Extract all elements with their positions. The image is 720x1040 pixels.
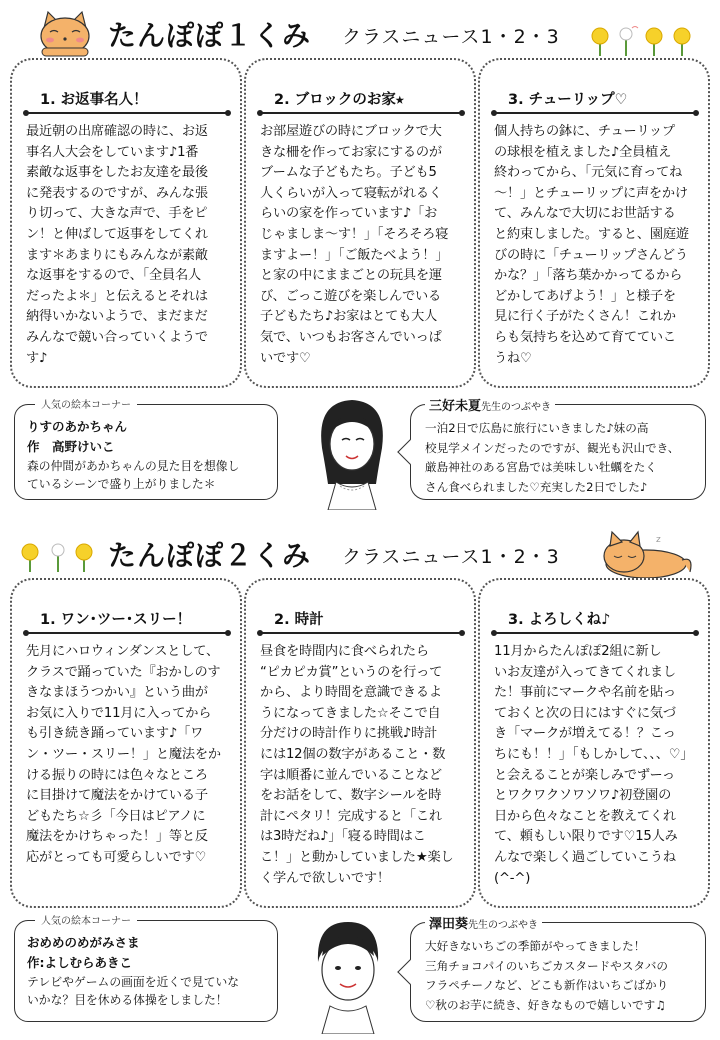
class1-article-1 (10, 58, 242, 388)
article-heading: 3. チューリップ♡ (494, 88, 696, 114)
book-corner-label: 人気の絵本コーナー (35, 912, 137, 927)
class1-article-2 (244, 58, 476, 388)
class1-teacher-bubble (410, 399, 706, 500)
class1-title: たんぽぽ１くみ (108, 19, 312, 52)
class2-article-2 (244, 578, 476, 908)
class1-article-3 (478, 58, 710, 388)
dandelion-icon (18, 540, 98, 574)
class2-subtitle: クラスニュース1・2・3 (342, 546, 560, 568)
article-body: お部屋遊びの時にブロックで大 きな柵を作ってお家にするのが ブームな子どもたち。子ども5 人くらいが入って寝転がれるく らいの家を作っています♪「お じゃましま～す！」「そろそろ寝 ますよー！」「ご飯たべよう！」 と家の中にままごとの玩具を運 び、ごっこ遊びを楽しんでいる 子どもたち♪お家はとても大人 気で、いつもお客さんでいっぱ いです♡ (260, 124, 449, 366)
book-author: 作 高野けいこ (27, 439, 115, 454)
article-heading: 2. ブロックのお家⭑ (260, 88, 462, 114)
class1-header (0, 8, 720, 58)
class2-article-3 (478, 578, 710, 908)
article-body: 最近朝の出席確認の時に、お返 事名人大会をしています♪1番 素敵な返事をしたお友達を最後 に発表するのですが、みんな張 り切って、大きな声で、手をピ ン！と伸ばして返事をしてくれ ます＊あまりにもみんなが素敵 な返事をするので、「全員名人 だったよ＊」と伝えるとそれは 納得いかないようで、まだまだ みんなで競い合っていくようで す♪ (26, 124, 208, 366)
sleeping-cat-icon (596, 530, 696, 580)
article-heading: 3. よろしくね♪ (494, 608, 696, 634)
class2-title: たんぽぽ２くみ (108, 539, 312, 572)
article-body: 個人持ちの鉢に、チューリップ の球根を植えました♪全員植え 終わってから、「元気に育ってね ～！」とチューリップに声をかけ て、みんなで大切にお世話する と約束しました。すると、園庭遊 びの時に「チューリップさんどう かな？」「落ち葉かかってるから どかしてあげよう！」と様子を 見に行く子がたくさん！これか らも気持ちを込めて育てていこ うね♡ (494, 124, 689, 366)
teacher-portrait-sawada (300, 912, 396, 1034)
teacher-name: 三好未夏先生のつぶやき (425, 395, 555, 414)
book-corner-label: 人気の絵本コーナー (35, 396, 137, 411)
class2-teacher-bubble (410, 917, 706, 1022)
class2-article-1 (10, 578, 242, 908)
teacher-message: 一泊2日で広島に旅行にいきました♪妹の高 校見学メインだったのですが、観光も沢山でき、 厳島神社のある宮島では美味しい牡蠣をたく さん食べられました♡充実した2日でした♪ (425, 421, 680, 494)
article-body: 11月からたんぽぽ2組に新し いお友達が入ってきてくれまし た！事前にマークや名前を貼っ ておくと次の日にはすぐに気づ き「マークが増えてる！？こっ ちにも！！」「もしかして、、、♡」 と会えることが楽しみでずーっ とワクワクソワソワ♪初登園の 日から色々なことを教えてくれ て、頼もしい限りです♡15人み んなで楽しく過ごしていこうね (^-^) (494, 644, 694, 886)
article-body: 昼食を時間内に食べられたら “ピカピカ賞”というのを行って から、より時間を意識できるよ うになってきました☆そこで自 分だけの時計作りに挑戦♪時計 には12個の数字があること・数 字は順番に並んでいることなど をお話をして、数字シールを時 計にペタリ！完成すると「これ は3時だね♪」「寝る時間はこ こ！」と動かしていました★楽し く学んで欲しいです！ (260, 644, 454, 886)
teacher-name: 澤田葵先生のつぶやき (425, 913, 542, 932)
book-author: 作:よしむらあきこ (27, 955, 132, 970)
article-heading: 1. ワン･ツー･スリー！ (26, 608, 228, 634)
class2-header (0, 528, 720, 578)
teacher-portrait-miyoshi (306, 392, 398, 510)
article-heading: 2. 時計 (260, 608, 462, 634)
book-title: おめめのめがみさま (27, 935, 140, 950)
class1-subtitle: クラスニュース1・2・3 (342, 26, 560, 48)
cat-face-icon (36, 10, 94, 58)
article-body: 先月にハロウィンダンスとして、 クラスで踊っていた『おかしのす きなまほうつかい』という曲が お気に入りで11月に入ってから も引き続き踊っています♪「ワ ン・ツー・スリー！」と魔法をか ける振りの時には色々なところ に目掛けて魔法をかけている子 どもたち☆彡「今日はピアノに 魔法をかけちゃった！」等と反 応がとっても可愛らしいです♡ (26, 644, 221, 865)
teacher-message: 大好きないちごの季節がやってきました！ 三角チョコパイのいちごカスタードやスタバの フラペチーノなど、どこも新作はいちごばかり ♡秋のお芋に続き、好きなもので嬉しいです♫ (425, 939, 669, 1012)
class1-book-corner (14, 400, 278, 500)
class2-book-corner (14, 916, 278, 1022)
svg-text:z: z (656, 535, 661, 545)
article-heading: 1. お返事名人！ (26, 88, 228, 114)
book-title: りすのあかちゃん (27, 419, 128, 434)
book-description: テレビやゲームの画面を近くで見ていな いかな？目を休める体操をしました！ (27, 975, 240, 1007)
book-description: 森の仲間があかちゃんの見た目を想像し ているシーンで盛り上がりました＊ (27, 459, 240, 491)
dandelion-icon (588, 24, 698, 58)
